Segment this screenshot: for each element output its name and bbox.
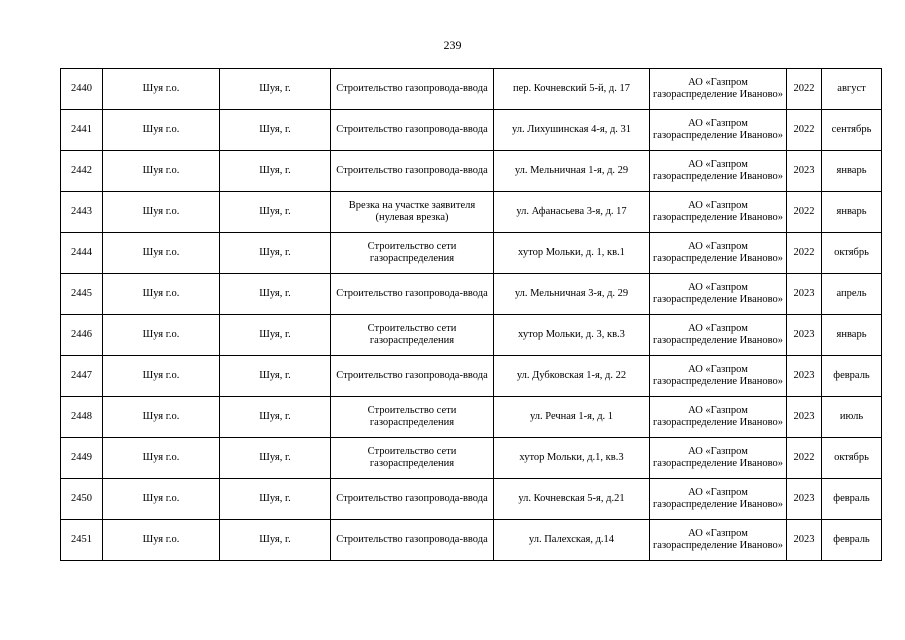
- organization-cell: АО «Газпром газораспределение Иваново»: [650, 192, 787, 233]
- work-type-cell: Строительство газопровода-ввода: [331, 69, 494, 110]
- month-cell: апрель: [822, 274, 882, 315]
- table-row: [61, 274, 882, 315]
- address-cell: ул. Лихушинская 4-я, д. 31: [494, 110, 650, 151]
- work-type-cell: Строительство газопровода-ввода: [331, 274, 494, 315]
- table-body: [61, 69, 882, 561]
- district-cell: Шуя г.о.: [103, 438, 220, 479]
- work-type-cell: Строительство сети газораспределения: [331, 438, 494, 479]
- city-cell: Шуя, г.: [220, 110, 331, 151]
- city-cell: Шуя, г.: [220, 315, 331, 356]
- row-number-cell: 2445: [61, 274, 103, 315]
- district-cell: Шуя г.о.: [103, 151, 220, 192]
- month-cell: январь: [822, 315, 882, 356]
- organization-cell: АО «Газпром газораспределение Иваново»: [650, 69, 787, 110]
- month-cell: август: [822, 69, 882, 110]
- address-cell: хутор Мольки, д. 3, кв.3: [494, 315, 650, 356]
- table-row: [61, 438, 882, 479]
- organization-cell: АО «Газпром газораспределение Иваново»: [650, 110, 787, 151]
- district-cell: Шуя г.о.: [103, 315, 220, 356]
- month-cell: сентябрь: [822, 110, 882, 151]
- district-cell: Шуя г.о.: [103, 233, 220, 274]
- work-type-cell: Строительство сети газораспределения: [331, 397, 494, 438]
- organization-cell: АО «Газпром газораспределение Иваново»: [650, 397, 787, 438]
- row-number-cell: 2448: [61, 397, 103, 438]
- organization-cell: АО «Газпром газораспределение Иваново»: [650, 151, 787, 192]
- district-cell: Шуя г.о.: [103, 356, 220, 397]
- city-cell: Шуя, г.: [220, 151, 331, 192]
- page-number: 239: [443, 38, 462, 52]
- month-cell: октябрь: [822, 438, 882, 479]
- address-cell: ул. Дубковская 1-я, д. 22: [494, 356, 650, 397]
- table-row: [61, 315, 882, 356]
- year-cell: 2023: [787, 315, 822, 356]
- gasification-table: [60, 68, 882, 561]
- table-row: [61, 110, 882, 151]
- year-cell: 2023: [787, 397, 822, 438]
- city-cell: Шуя, г.: [220, 479, 331, 520]
- work-type-cell: Строительство газопровода-ввода: [331, 110, 494, 151]
- work-type-cell: Строительство сети газораспределения: [331, 233, 494, 274]
- row-number-cell: 2442: [61, 151, 103, 192]
- address-cell: хутор Мольки, д. 1, кв.1: [494, 233, 650, 274]
- address-cell: ул. Палехская, д.14: [494, 520, 650, 561]
- year-cell: 2023: [787, 274, 822, 315]
- table-row: [61, 397, 882, 438]
- month-cell: июль: [822, 397, 882, 438]
- table-row: [61, 151, 882, 192]
- table-row: [61, 69, 882, 110]
- address-cell: хутор Мольки, д.1, кв.3: [494, 438, 650, 479]
- address-cell: ул. Кочневская 5-я, д.21: [494, 479, 650, 520]
- year-cell: 2023: [787, 479, 822, 520]
- organization-cell: АО «Газпром газораспределение Иваново»: [650, 233, 787, 274]
- work-type-cell: Строительство газопровода-ввода: [331, 479, 494, 520]
- city-cell: Шуя, г.: [220, 397, 331, 438]
- address-cell: ул. Мельничная 3-я, д. 29: [494, 274, 650, 315]
- organization-cell: АО «Газпром газораспределение Иваново»: [650, 479, 787, 520]
- district-cell: Шуя г.о.: [103, 274, 220, 315]
- row-number-cell: 2444: [61, 233, 103, 274]
- district-cell: Шуя г.о.: [103, 69, 220, 110]
- year-cell: 2022: [787, 233, 822, 274]
- month-cell: январь: [822, 192, 882, 233]
- district-cell: Шуя г.о.: [103, 397, 220, 438]
- row-number-cell: 2443: [61, 192, 103, 233]
- table-row: [61, 479, 882, 520]
- city-cell: Шуя, г.: [220, 520, 331, 561]
- year-cell: 2023: [787, 520, 822, 561]
- district-cell: Шуя г.о.: [103, 110, 220, 151]
- district-cell: Шуя г.о.: [103, 192, 220, 233]
- work-type-cell: Строительство газопровода-ввода: [331, 151, 494, 192]
- district-cell: Шуя г.о.: [103, 520, 220, 561]
- row-number-cell: 2441: [61, 110, 103, 151]
- month-cell: октябрь: [822, 233, 882, 274]
- address-cell: ул. Речная 1-я, д. 1: [494, 397, 650, 438]
- address-cell: ул. Мельничная 1-я, д. 29: [494, 151, 650, 192]
- work-type-cell: Строительство газопровода-ввода: [331, 356, 494, 397]
- month-cell: февраль: [822, 479, 882, 520]
- table-row: [61, 233, 882, 274]
- year-cell: 2023: [787, 151, 822, 192]
- organization-cell: АО «Газпром газораспределение Иваново»: [650, 438, 787, 479]
- work-type-cell: Врезка на участке заявителя (нулевая врезка): [331, 192, 494, 233]
- row-number-cell: 2449: [61, 438, 103, 479]
- month-cell: январь: [822, 151, 882, 192]
- month-cell: февраль: [822, 356, 882, 397]
- year-cell: 2022: [787, 192, 822, 233]
- city-cell: Шуя, г.: [220, 69, 331, 110]
- row-number-cell: 2451: [61, 520, 103, 561]
- address-cell: ул. Афанасьева 3-я, д. 17: [494, 192, 650, 233]
- city-cell: Шуя, г.: [220, 192, 331, 233]
- table-row: [61, 356, 882, 397]
- organization-cell: АО «Газпром газораспределение Иваново»: [650, 315, 787, 356]
- work-type-cell: Строительство газопровода-ввода: [331, 520, 494, 561]
- row-number-cell: 2447: [61, 356, 103, 397]
- city-cell: Шуя, г.: [220, 438, 331, 479]
- organization-cell: АО «Газпром газораспределение Иваново»: [650, 356, 787, 397]
- table-row: [61, 192, 882, 233]
- month-cell: февраль: [822, 520, 882, 561]
- year-cell: 2023: [787, 356, 822, 397]
- city-cell: Шуя, г.: [220, 274, 331, 315]
- row-number-cell: 2440: [61, 69, 103, 110]
- year-cell: 2022: [787, 438, 822, 479]
- year-cell: 2022: [787, 110, 822, 151]
- city-cell: Шуя, г.: [220, 233, 331, 274]
- address-cell: пер. Кочневский 5-й, д. 17: [494, 69, 650, 110]
- row-number-cell: 2446: [61, 315, 103, 356]
- work-type-cell: Строительство сети газораспределения: [331, 315, 494, 356]
- table-row: [61, 520, 882, 561]
- row-number-cell: 2450: [61, 479, 103, 520]
- year-cell: 2022: [787, 69, 822, 110]
- district-cell: Шуя г.о.: [103, 479, 220, 520]
- organization-cell: АО «Газпром газораспределение Иваново»: [650, 520, 787, 561]
- city-cell: Шуя, г.: [220, 356, 331, 397]
- organization-cell: АО «Газпром газораспределение Иваново»: [650, 274, 787, 315]
